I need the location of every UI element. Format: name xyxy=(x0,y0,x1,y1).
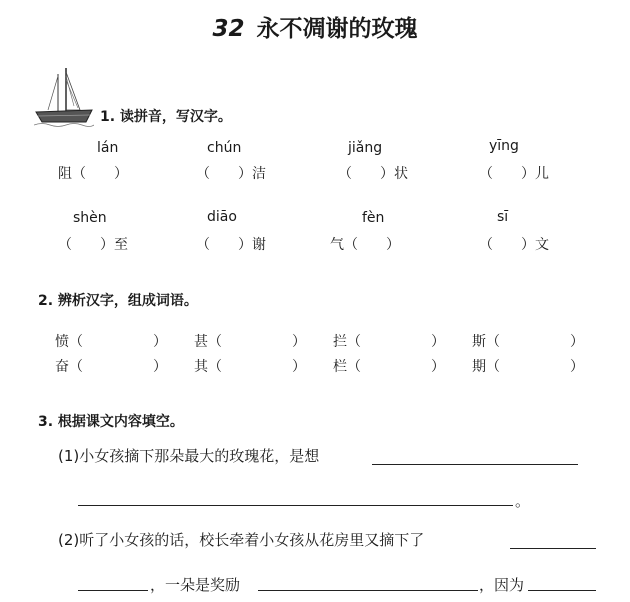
pinyin-diao: diāo xyxy=(207,209,237,225)
question-2-text: (2)听了小女孩的话，校长牵着小女孩从花房里又摘下了 xyxy=(58,531,425,549)
answer-line-2d[interactable] xyxy=(528,590,596,591)
question-1-text: (1)小女孩摘下那朵最大的玫瑰花，是想 xyxy=(58,447,320,465)
question-1-end: 。 xyxy=(515,492,531,510)
answer-line-2a[interactable] xyxy=(510,548,596,549)
word-blank-lan[interactable]: 栏（ ） xyxy=(333,359,445,375)
word-blank-si[interactable]: 斯（ ） xyxy=(472,334,584,350)
answer-line-2c[interactable] xyxy=(258,590,478,591)
blank-si[interactable]: （ ）文 xyxy=(479,237,549,253)
question-2-mid2: ，因为 xyxy=(479,576,525,594)
blank-chun[interactable]: （ ）洁 xyxy=(196,166,266,182)
pinyin-shen: shèn xyxy=(73,210,107,226)
answer-line-1b[interactable] xyxy=(78,505,513,506)
word-blank-qi[interactable]: 其（ ） xyxy=(194,359,306,375)
lesson-number: 32 xyxy=(212,16,245,42)
pinyin-jiang: jiǎng xyxy=(348,140,383,156)
question-2-mid1: ，一朵是奖励 xyxy=(150,576,241,594)
word-blank-fen[interactable]: 奋（ ） xyxy=(55,359,167,375)
pinyin-ying: yīng xyxy=(489,138,519,154)
blank-shen[interactable]: （ ）至 xyxy=(58,237,128,253)
answer-line-2b[interactable] xyxy=(78,590,148,591)
answer-line-1a[interactable] xyxy=(372,464,578,465)
word-blank-qi1[interactable]: 期（ ） xyxy=(472,359,584,375)
section3-heading: 3. 根据课文内容填空。 xyxy=(38,414,184,430)
pinyin-fen: fèn xyxy=(362,210,385,226)
word-blank-shen[interactable]: 甚（ ） xyxy=(194,334,306,350)
word-blank-fen4[interactable]: 愤（ ） xyxy=(55,334,167,350)
blank-diao[interactable]: （ ）谢 xyxy=(196,237,266,253)
section1-heading: 1. 读拼音，写汉字。 xyxy=(100,109,232,125)
page-title xyxy=(0,10,630,43)
word-blank-lan2[interactable]: 拦（ ） xyxy=(333,334,445,350)
sailboat-icon xyxy=(34,66,94,128)
section2-heading: 2. 辨析汉字，组成词语。 xyxy=(38,293,198,309)
blank-jiang[interactable]: （ ）状 xyxy=(338,166,408,182)
pinyin-si: sī xyxy=(497,209,509,225)
blank-fen[interactable]: 气（ ） xyxy=(330,237,400,253)
pinyin-chun: chún xyxy=(207,140,242,156)
blank-lan[interactable]: 阻（ ） xyxy=(58,166,128,182)
lesson-title: 永不凋谢的玫瑰 xyxy=(256,16,418,42)
blank-ying[interactable]: （ ）儿 xyxy=(479,166,549,182)
pinyin-lan: lán xyxy=(97,140,119,156)
